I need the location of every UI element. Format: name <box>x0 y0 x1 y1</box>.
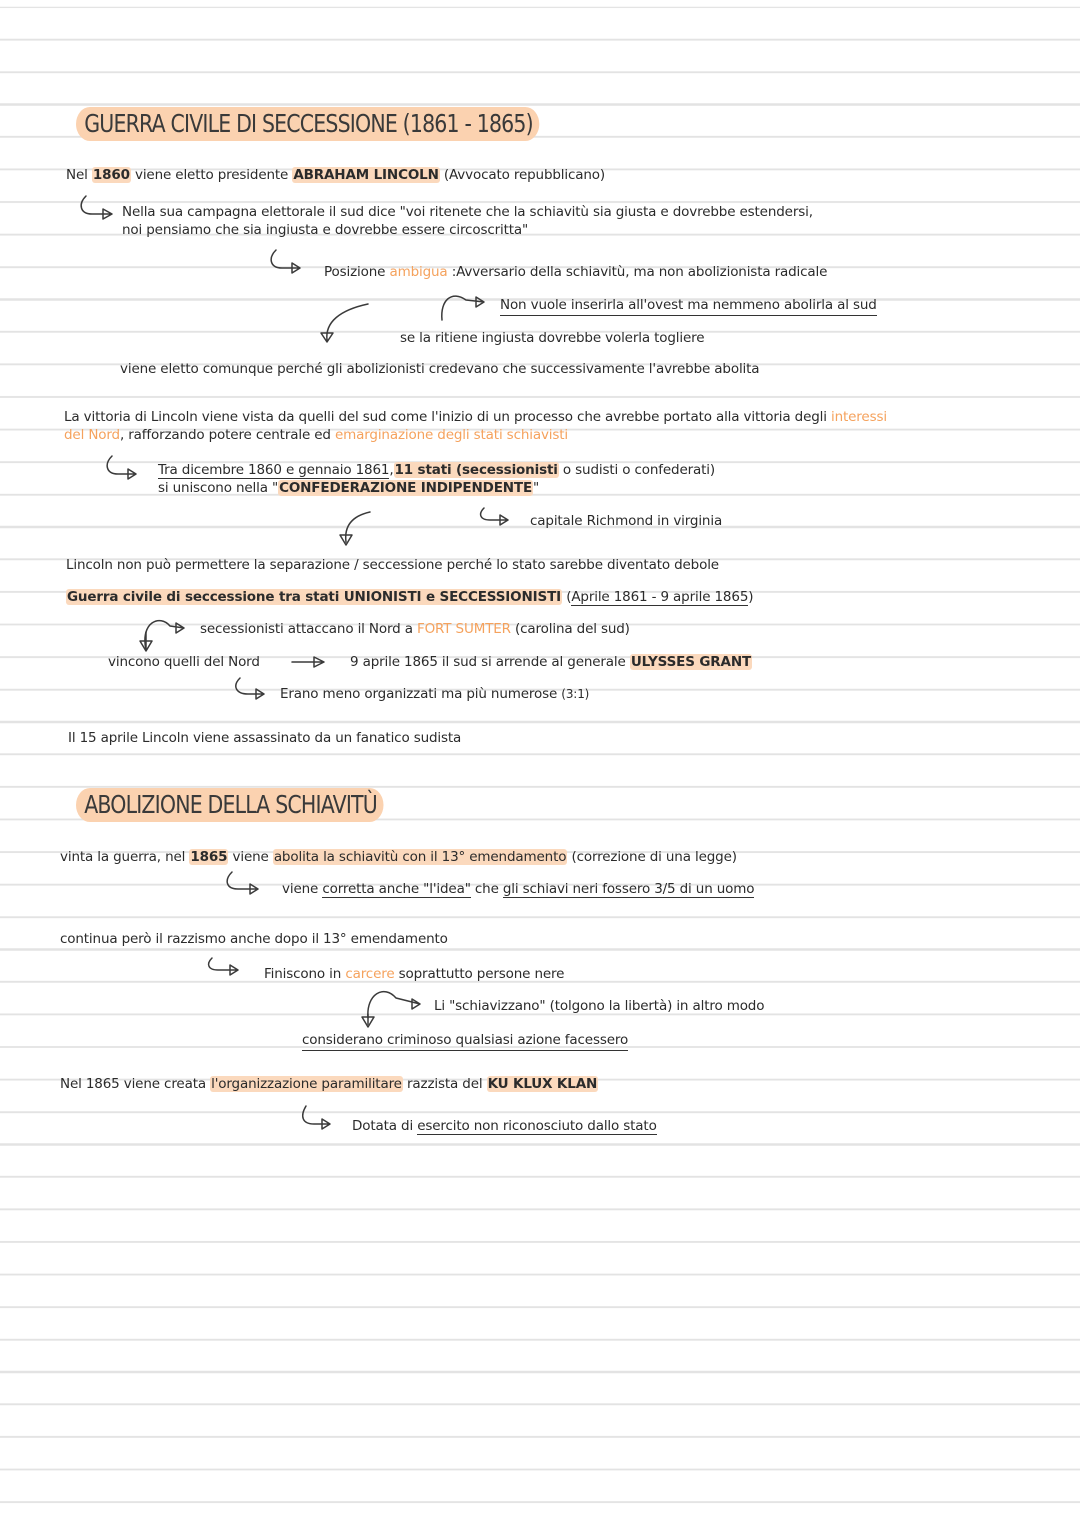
text-line: se la ritiene ingiusta dovrebbe volerla togliere <box>400 330 705 346</box>
curved-arrow-icon <box>81 196 112 219</box>
text-line: Nel 1860 viene eletto presidente ABRAHAM LINCOLN (Avvocato repubblicano) <box>66 167 606 183</box>
curved-arrow-icon <box>481 508 508 525</box>
text-line: Dotata di esercito non riconosciuto dallo stato <box>352 1118 657 1134</box>
loop-arrow-icon <box>145 621 184 650</box>
text-line: La vittoria di Lincoln viene vista da quelli del sud come l'inizio di un processo che avrebbe portato alla vittoria degli interessi <box>64 409 887 425</box>
text-line: Erano meno organizzati ma più numerose (3:1) <box>280 686 590 702</box>
down-arrow-icon <box>362 1014 374 1027</box>
text-line: del Nord, rafforzando potere centrale ed emarginazione degli stati schiavisti <box>64 427 569 443</box>
text-line: Finiscono in carcere soprattutto persone nere <box>264 966 565 982</box>
down-arrow-icon <box>140 632 152 651</box>
text-line: considerano criminoso qualsiasi azione facessero <box>302 1032 628 1051</box>
curved-arrow-icon <box>107 456 136 479</box>
text-line: Il 15 aprile Lincoln viene assassinato da un fanatico sudista <box>68 730 462 746</box>
curved-arrow-icon <box>271 250 300 273</box>
curved-arrow-icon <box>303 1106 330 1129</box>
text-line: vinta la guerra, nel 1865 viene abolita la schiavitù con il 13° emendamento (correzione di una legge) <box>60 849 737 865</box>
right-arrow-icon <box>292 657 324 667</box>
text-line: capitale Richmond in virginia <box>530 513 723 529</box>
curved-arrow-icon <box>209 958 238 975</box>
curved-arrow-icon <box>227 872 258 894</box>
text-line: noi pensiamo che sia ingiusta e dovrebbe essere circoscritta" <box>122 222 529 238</box>
text-line: viene corretta anche "l'idea" che gli schiavi neri fossero 3/5 di un uomo <box>282 881 755 897</box>
text-line: Lincoln non può permettere la separazione / seccessione perché lo stato sarebbe diventato debole <box>66 557 719 573</box>
section-title-abolition: ABOLIZIONE DELLA SCHIAVITÙ <box>76 788 383 822</box>
text-line: si uniscono nella "CONFEDERAZIONE INDIPENDENTE" <box>158 480 540 496</box>
text-line: Nel 1865 viene creata l'organizzazione paramilitare razzista del KU KLUX KLAN <box>60 1076 598 1092</box>
loop-arrow-icon <box>368 992 420 1018</box>
section-title-civil-war: GUERRA CIVILE DI SECCESSIONE (1861 - 1865) <box>76 107 539 141</box>
curved-arrow-icon <box>236 678 264 699</box>
text-line: 9 aprile 1865 il sud si arrende al generale ULYSSES GRANT <box>350 654 752 670</box>
curved-down-arrow-icon <box>340 512 370 545</box>
text-line: Non vuole inserirla all'ovest ma nemmeno abolirla al sud <box>500 297 877 316</box>
text-line: Guerra civile di seccessione tra stati UNIONISTI e SECCESSIONISTI (Aprile 1861 - 9 aprile 1865) <box>67 589 754 605</box>
text-line: Posizione ambigua :Avversario della schiavitù, ma non abolizionista radicale <box>324 264 828 280</box>
text-line: Li "schiavizzano" (tolgono la libertà) in altro modo <box>434 998 765 1014</box>
text-line: secessionisti attaccano il Nord a FORT SUMTER (carolina del sud) <box>200 621 630 637</box>
curved-down-arrow-icon <box>321 304 368 342</box>
text-line: viene eletto comunque perché gli abolizionisti credevano che successivamente l'avrebbe abolita <box>120 361 760 377</box>
text-line: vincono quelli del Nord <box>108 654 260 670</box>
text-line: continua però il razzismo anche dopo il 13° emendamento <box>60 931 448 947</box>
loop-arrow-icon <box>442 296 484 320</box>
text-line: Nella sua campagna elettorale il sud dice "voi ritenete che la schiavitù sia giusta e dovrebbe estendersi, <box>122 204 813 220</box>
text-line: Tra dicembre 1860 e gennaio 1861,11 stati (secessionisti o sudisti o confederati) <box>158 462 716 478</box>
